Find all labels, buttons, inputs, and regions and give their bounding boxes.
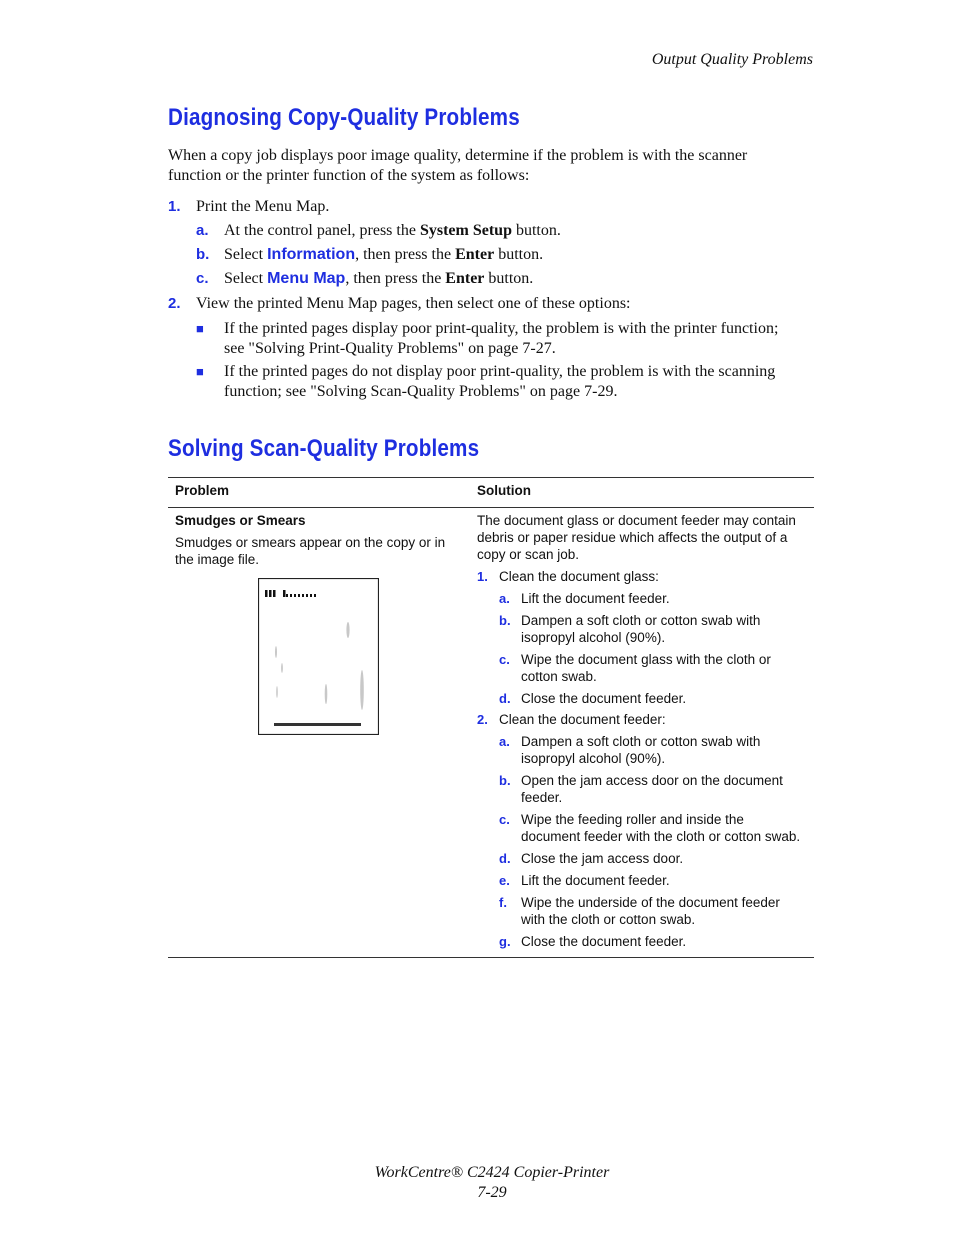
table-bottom-rule: [168, 957, 814, 958]
substep-letter: b.: [196, 246, 210, 263]
button-name: Enter: [455, 246, 495, 263]
solution-substep-text: Wipe the underside of the document feeder with the cloth or cotton swab.: [521, 895, 780, 927]
intro-line: When a copy job displays poor image quality, determine if the problem is with the scanner: [168, 147, 748, 164]
solution-substep-text: Lift the document feeder.: [521, 591, 670, 606]
solution-substep-text: Close the jam access door.: [521, 851, 684, 866]
problem-title: Smudges or Smears: [175, 513, 306, 528]
step-number: 2.: [168, 295, 181, 312]
substep-letter: c.: [196, 270, 209, 287]
bullet-icon: ■: [196, 321, 204, 336]
solution-substep-text: Dampen a soft cloth or cotton swab with isopropyl alcohol (90%).: [521, 613, 761, 645]
menu-name: Menu Map: [267, 270, 346, 287]
substep-letter: a.: [196, 222, 209, 239]
solution-substep-letter: e.: [499, 873, 510, 888]
solution-substep-letter: d.: [499, 691, 511, 706]
section-title-diagnosing: Diagnosing Copy-Quality Problems: [168, 104, 520, 131]
solution-substep-letter: f.: [499, 895, 507, 910]
option-text: If the printed pages display poor print-quality, the problem is with the printer function; see "Solving Print-Quality Problems" on page 7-27.: [224, 320, 779, 357]
section-title-solving: Solving Scan-Quality Problems: [168, 435, 480, 462]
solution-step-number: 2.: [477, 712, 488, 727]
solution-substep-text: Dampen a soft cloth or cotton swab with isopropyl alcohol (90%).: [521, 734, 761, 766]
solution-substep-letter: c.: [499, 812, 510, 827]
smudge-sample-illustration: [258, 578, 379, 735]
step-number: 1.: [168, 198, 181, 215]
solution-step-number: 1.: [477, 569, 488, 584]
bullet-icon: ■: [196, 364, 204, 379]
solution-substep-letter: a.: [499, 734, 510, 749]
solution-step-text: Clean the document feeder:: [499, 712, 666, 727]
solution-substep-text: Wipe the feeding roller and inside the document feeder with the cloth or cotton swab.: [521, 812, 801, 844]
solution-step-text: Clean the document glass:: [499, 569, 659, 584]
intro-line: function or the printer function of the system as follows:: [168, 167, 530, 184]
button-name: System Setup: [419, 222, 512, 239]
solution-substep-text: Lift the document feeder.: [521, 873, 670, 888]
footer-page-number: 7-29: [477, 1184, 507, 1201]
substep-text: Select Menu Map, then press the Enter button.: [224, 270, 534, 287]
substep-text: At the control panel, press the System Setup button.: [224, 222, 561, 239]
intro-paragraph: [168, 146, 818, 186]
column-header-solution: Solution: [477, 483, 531, 498]
solution-substep-letter: c.: [499, 652, 510, 667]
solution-substep-letter: d.: [499, 851, 511, 866]
step-text: Print the Menu Map.: [196, 198, 330, 215]
solution-intro: The document glass or document feeder may contain debris or paper residue which affects the output of a copy or scan job.: [477, 513, 796, 562]
running-header: Output Quality Problems: [651, 51, 813, 68]
footer-product: WorkCentre® C2424 Copier-Printer: [374, 1164, 610, 1181]
solution-substep-letter: a.: [499, 591, 510, 606]
solution-substep-text: Close the document feeder.: [521, 934, 687, 949]
solution-substep-letter: b.: [499, 613, 511, 628]
solution-substep-letter: b.: [499, 773, 511, 788]
column-header-problem: Problem: [175, 483, 230, 498]
button-name: Enter: [445, 270, 485, 287]
problem-description: Smudges or smears appear on the copy or in the image file.: [175, 535, 446, 567]
option-text: If the printed pages do not display poor print-quality, the problem is with the scanning function; see "Solving Scan-Quality Problems" on page 7-29.: [224, 363, 776, 400]
solution-substep-text: Close the document feeder.: [521, 691, 687, 706]
solution-substep-text: Wipe the document glass with the cloth or cotton swab.: [521, 652, 771, 684]
table-top-rule: [168, 477, 814, 478]
menu-name: Information: [267, 246, 356, 263]
solution-substep-letter: g.: [499, 934, 511, 949]
substep-text: Select Information, then press the Enter button.: [224, 246, 544, 263]
table-header-rule: [168, 507, 814, 508]
step-text: View the printed Menu Map pages, then select one of these options:: [196, 295, 631, 312]
solution-substep-text: Open the jam access door on the document feeder.: [521, 773, 783, 805]
